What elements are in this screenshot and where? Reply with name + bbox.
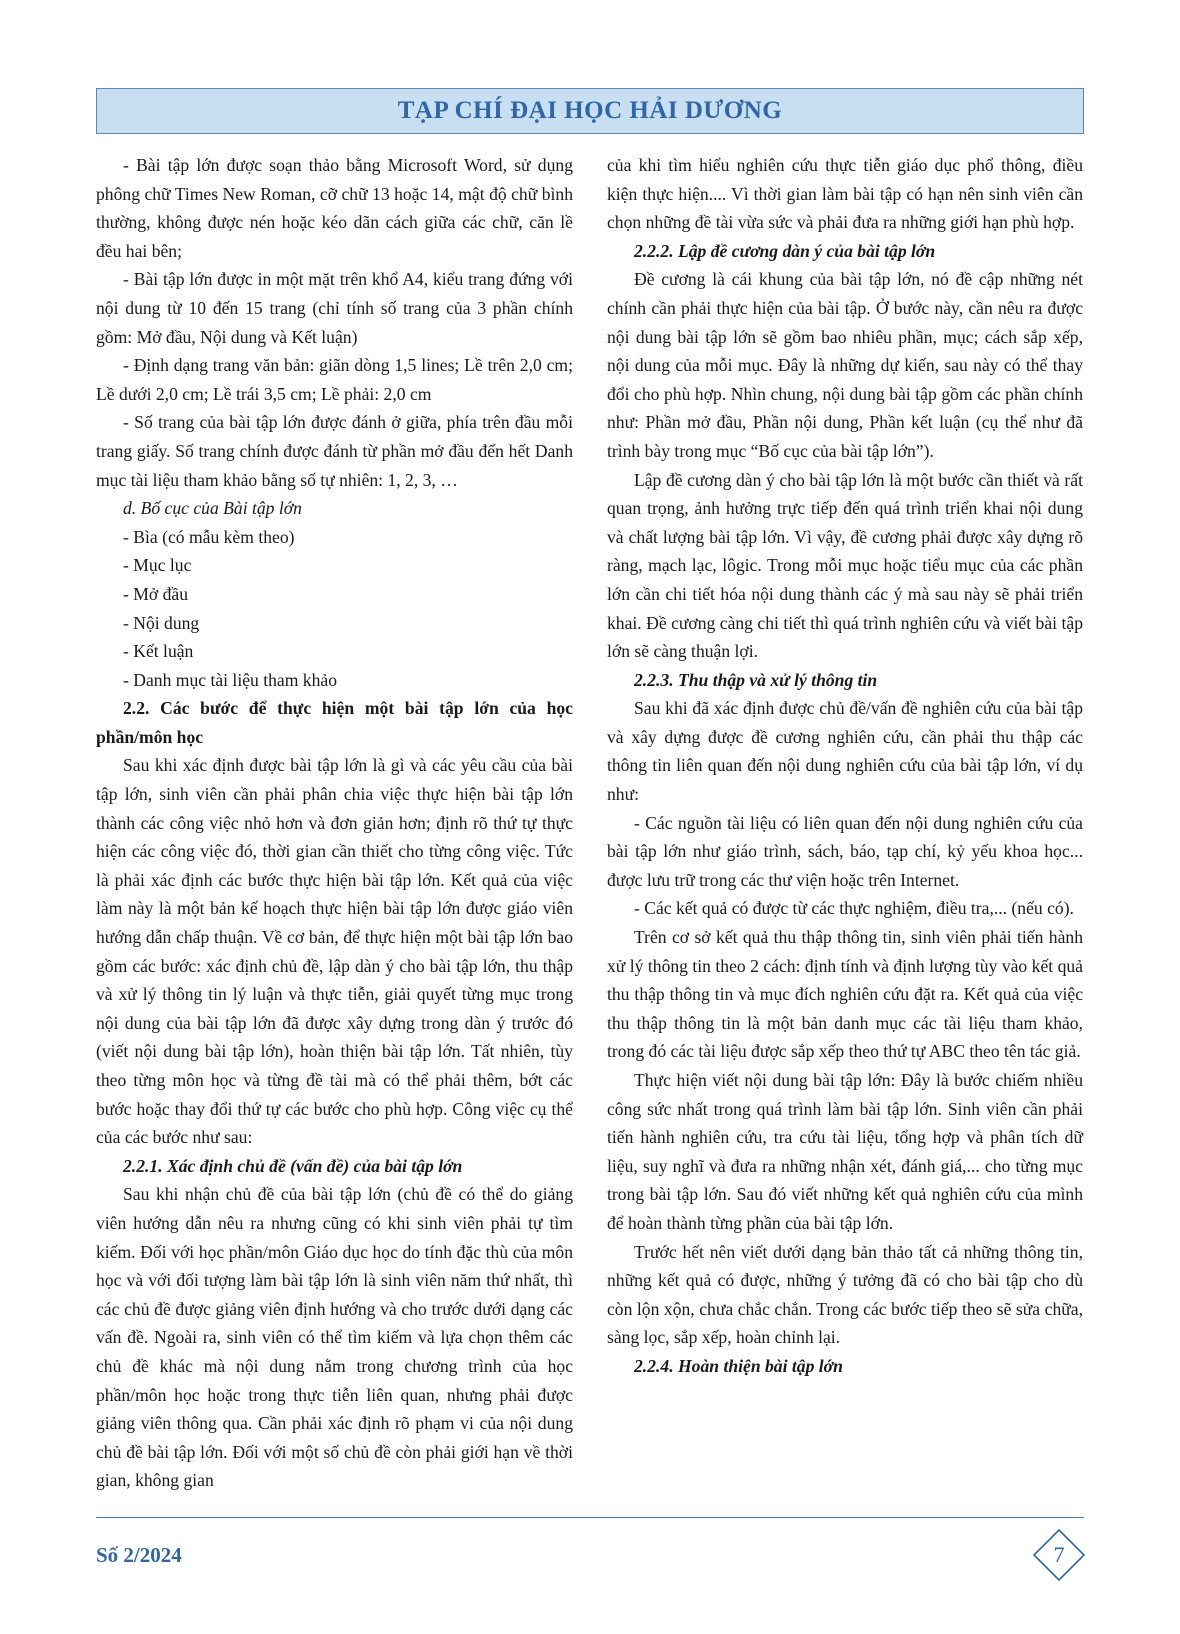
paragraph: Đề cương là cái khung của bài tập lớn, nó đề cập những nét chính cần phải thực hiện của bài tập. Ở bước này, cần nêu ra được nội dung bài tập lớn sẽ gồm bao nhiêu phần, mục; cách sắp xếp, nội dung của mỗi mục. Đây là những dự kiến, sau này có thể thay đổi cho phù hợp. Nhìn chung, nội dung bài tập gồm các phần chính như: Phần mở đầu, Phần nội dung, Phần kết luận (cụ thể như đã trình bày trong mục “Bố cục của bài tập lớn”). — [607, 269, 1083, 461]
list-item: - Mở đầu — [123, 583, 189, 604]
right-column — [607, 151, 1083, 1381]
subsection-heading: 2.2.2. Lập đề cương dàn ý của bài tập lớn — [634, 240, 936, 261]
subsection-heading: 2.2.4. Hoàn thiện bài tập lớn — [634, 1355, 843, 1376]
paragraph: của khi tìm hiểu nghiên cứu thực tiễn giáo dục phổ thông, điều kiện thực hiện.... Vì thời gian làm bài tập có hạn nên sinh viên cần chọn những đề tài vừa sức và phải đưa ra những giới hạn phù hợp. — [607, 155, 1083, 233]
section-heading: 2.2. Các bước để thực hiện một bài tập lớn của học phần/môn học — [96, 698, 573, 747]
paragraph: Sau khi nhận chủ đề của bài tập lớn (chủ đề có thể do giảng viên hướng dẫn nêu ra nhưng cũng có khi sinh viên phải tự tìm kiếm. Đối với học phần/môn Giáo dục học do tính đặc thù của môn học và với đối tượng làm bài tập lớn là sinh viên năm thứ nhất, thì các chủ đề được giảng viên định hướng và cho trước dưới dạng các vấn đề. Ngoài ra, sinh viên có thể tìm kiếm và lựa chọn thêm các chủ đề khác mà nội dung nằm trong chương trình của học phần/môn học hoặc trong thực tiễn liên quan, nhưng phải được giảng viên thông qua. Cần phải xác định rõ phạm vi của nội dung chủ đề bài tập lớn. Đối với một số chủ đề còn phải giới hạn về thời gian, không gian — [96, 1184, 573, 1491]
paragraph: Trên cơ sở kết quả thu thập thông tin, sinh viên phải tiến hành xử lý thông tin theo 2 cách: định tính và định lượng tùy vào kết quả thu thập thông tin và mục đích nghiên cứu đặt ra. Kết quả của việc thu thập thông tin là một bản danh mục các tài liệu tham khảo, trong đó các tài liệu được sắp xếp theo thứ tự ABC theo tên tác giả. — [607, 927, 1083, 1062]
issue-number: Số 2/2024 — [96, 1543, 182, 1567]
paragraph: Lập đề cương dàn ý cho bài tập lớn là một bước cần thiết và rất quan trọng, ảnh hưởng trực tiếp đến quá trình triển khai nội dung và chất lượng bài tập lớn. Vì vậy, đề cương phải được xây dựng rõ ràng, mạch lạc, lôgic. Trong mỗi mục hoặc tiểu mục của các phần lớn cần chi tiết hóa nội dung thành các ý mà sau này sẽ phải triển khai. Đề cương càng chi tiết thì quá trình nghiên cứu và viết bài tập lớn sẽ càng thuận lợi. — [607, 469, 1083, 662]
list-item: - Bìa (có mẫu kèm theo) — [123, 526, 295, 547]
journal-title: TẠP CHÍ ĐẠI HỌC HẢI DƯƠNG — [397, 97, 783, 124]
list-item: - Kết luận — [123, 641, 194, 662]
list-item: - Danh mục tài liệu tham khảo — [123, 669, 337, 690]
subsection-heading: 2.2.3. Thu thập và xử lý thông tin — [634, 669, 878, 690]
page-number-badge — [1032, 1528, 1086, 1582]
footer-divider — [96, 1517, 1084, 1518]
paragraph: Sau khi đã xác định được chủ đề/vấn đề nghiên cứu của bài tập và xây dựng được đề cương nghiên cứu, cần phải thu thập các thông tin liên quan đến nội dung nghiên cứu của bài tập lớn, ví dụ như: — [607, 698, 1083, 805]
paragraph: - Số trang của bài tập lớn được đánh ở giữa, phía trên đầu mỗi trang giấy. Số trang chính được đánh từ phần mở đầu đến hết Danh mục tài liệu tham khảo bằng số tự nhiên: 1, 2, 3, … — [96, 412, 573, 490]
paragraph: Thực hiện viết nội dung bài tập lớn: Đây là bước chiếm nhiều công sức nhất trong quá trình làm bài tập lớn. Sinh viên cần phải tiến hành nghiên cứu, tra cứu tài liệu, tổng hợp và phân tích dữ liệu, suy nghĩ và đưa ra những nhận xét, đánh giá,... cho từng mục trong bài tập lớn. Sau đó viết những kết quả nghiên cứu của mình để hoàn thành từng phần của bài tập lớn. — [607, 1070, 1083, 1233]
paragraph: Sau khi xác định được bài tập lớn là gì và các yêu cầu của bài tập lớn, sinh viên cần phải phân chia việc thực hiện bài tập lớn thành các công việc nhỏ hơn và đơn giản hơn; định rõ thứ tự thực hiện các công việc đó, thời gian cần thiết cho từng công việc. Tức là phải xác định các bước thực hiện bài tập lớn. Kết quả của việc làm này là một bản kế hoạch thực hiện bài tập lớn được giáo viên hướng dẫn chấp thuận. Về cơ bản, để thực hiện một bài tập lớn bao gồm các bước: xác định chủ đề, lập dàn ý cho bài tập lớn, thu thập và xử lý thông tin lý luận và thực tiễn, giải quyết từng mục trong nội dung của bài tập lớn đã được xây dựng trong dàn ý trước đó (viết nội dung bài tập lớn), hoàn thiện bài tập lớn. Tất nhiên, tùy theo từng môn học và từng đề tài mà có thể phải thêm, bớt các bước hoặc thay đổi thứ tự các bước cho phù hợp. Công việc cụ thể của các bước như sau: — [96, 755, 573, 1148]
paragraph: - Các kết quả có được từ các thực nghiệm, điều tra,... (nếu có). — [634, 898, 1074, 919]
paragraph: - Bài tập lớn được in một mặt trên khổ A4, kiểu trang đứng với nội dung từ 10 đến 15 trang (chỉ tính số trang của 3 phần chính gồm: Mở đầu, Nội dung và Kết luận) — [96, 269, 573, 347]
paragraph: - Các nguồn tài liệu có liên quan đến nội dung nghiên cứu của bài tập lớn như giáo trình, sách, báo, tạp chí, kỷ yếu khoa học... được lưu trữ trong các thư viện hoặc trên Internet. — [607, 812, 1083, 890]
paragraph: - Định dạng trang văn bản: giãn dòng 1,5 lines; Lề trên 2,0 cm; Lề dưới 2,0 cm; Lề trái 3,5 cm; Lề phải: 2,0 cm — [96, 355, 573, 404]
subsection-heading: 2.2.1. Xác định chủ đề (vấn đề) của bài tập lớn — [123, 1155, 463, 1176]
paragraph: - Bài tập lớn được soạn thảo bằng Microsoft Word, sử dụng phông chữ Times New Roman, cỡ chữ 13 hoặc 14, mật độ chữ bình thường, không được nén hoặc kéo dãn cách giữa các chữ, căn lề đều hai bên; — [96, 155, 573, 261]
subheading: d. Bố cục của Bài tập lớn — [123, 498, 302, 519]
list-item: - Nội dung — [123, 612, 200, 633]
list-item: - Mục lục — [123, 555, 192, 576]
page-number: 7 — [1053, 1542, 1065, 1567]
paragraph: Trước hết nên viết dưới dạng bản thảo tất cả những thông tin, những kết quả có được, những ý tưởng đã có cho bài tập cho dù còn lộn xộn, chưa chắc chắn. Trong các bước tiếp theo sẽ sửa chữa, sàng lọc, sắp xếp, hoàn chỉnh lại. — [607, 1241, 1083, 1348]
left-column — [96, 151, 573, 1495]
journal-header — [96, 88, 1084, 134]
